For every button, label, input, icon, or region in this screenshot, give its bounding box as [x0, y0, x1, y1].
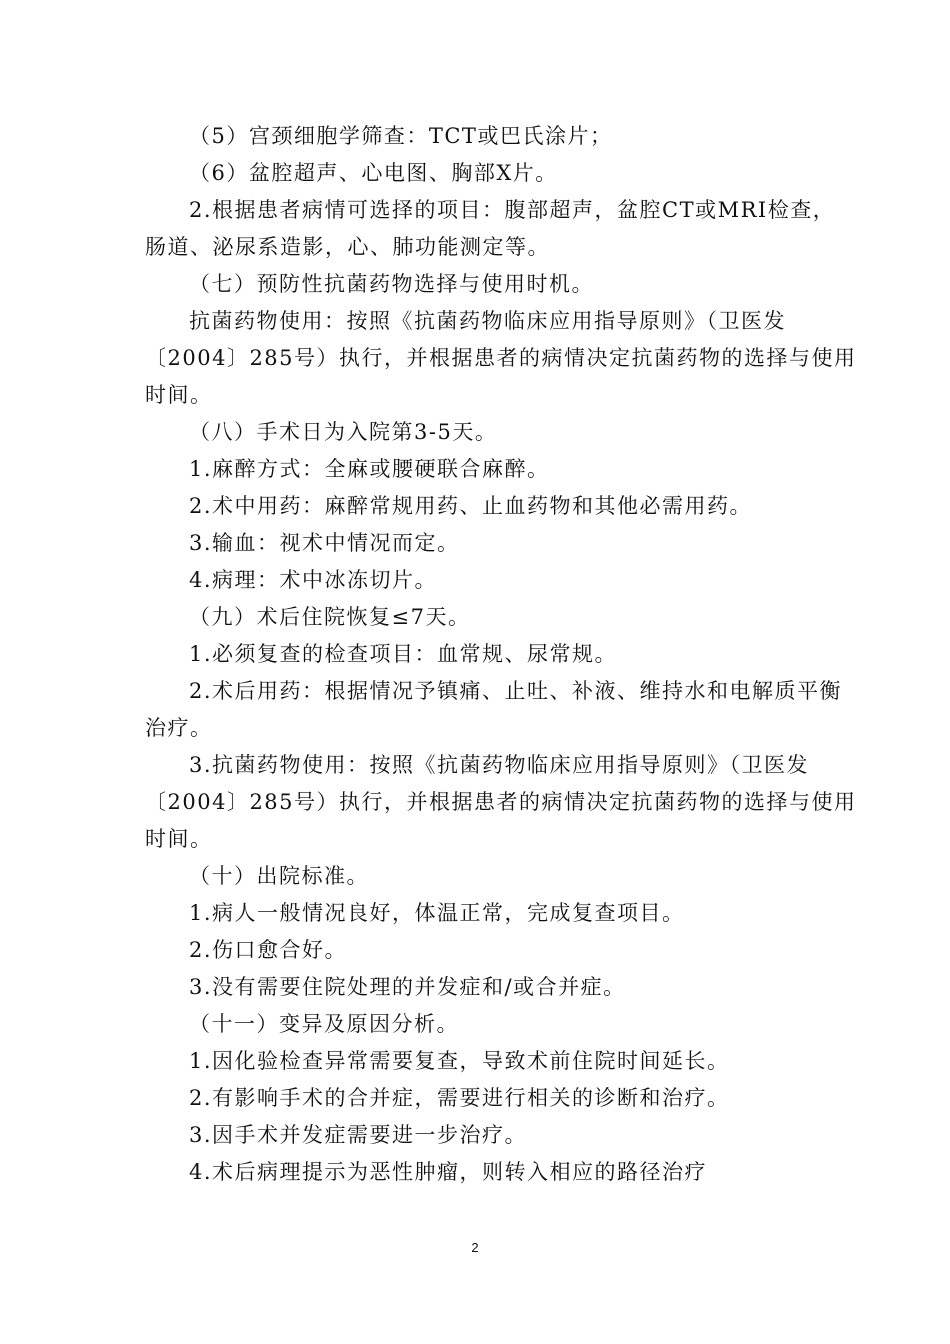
text-line: 3.没有需要住院处理的并发症和/或合并症。: [189, 975, 626, 999]
text-line: 1.病人一般情况良好，体温正常，完成复查项目。: [189, 901, 685, 925]
section-heading: （七）预防性抗菌药物选择与使用时机。: [189, 272, 594, 296]
text-line: 4.术后病理提示为恶性肿瘤，则转入相应的路径治疗: [189, 1160, 708, 1184]
text-line: 1.麻醉方式：全麻或腰硬联合麻醉。: [189, 457, 550, 481]
text-line: （5）宫颈细胞学筛查：TCT或巴氏涂片；: [189, 124, 613, 148]
text-line: 3.因手术并发症需要进一步治疗。: [189, 1123, 528, 1147]
text-line: （6）盆腔超声、心电图、胸部X片。: [189, 161, 558, 185]
text-line: 肠道、泌尿系造影，心、肺功能测定等。: [145, 235, 550, 259]
text-line: 3.抗菌药物使用：按照《抗菌药物临床应用指导原则》（卫医发: [189, 753, 810, 777]
section-heading: （十）出院标准。: [189, 864, 369, 888]
text-line: 〔2004〕285号）执行，并根据患者的病情决定抗菌药物的选择与使用: [145, 790, 857, 814]
section-heading: （十一）变异及原因分析。: [189, 1012, 459, 1036]
text-line: 3.输血：视术中情况而定。: [189, 531, 460, 555]
text-line: 2.术中用药：麻醉常规用药、止血药物和其他必需用药。: [189, 494, 753, 518]
text-line: 1.必须复查的检查项目：血常规、尿常规。: [189, 642, 618, 666]
text-line: 2.根据患者病情可选择的项目：腹部超声，盆腔CT或MRI检查，: [189, 198, 836, 222]
text-line: 时间。: [145, 383, 213, 407]
text-line: 2.术后用药：根据情况予镇痛、止吐、补液、维持水和电解质平衡: [189, 679, 843, 703]
page-number: 2: [471, 1240, 479, 1255]
text-line: 4.病理：术中冰冻切片。: [189, 568, 438, 592]
text-line: 时间。: [145, 827, 213, 851]
section-heading: （八）手术日为入院第3-5天。: [189, 420, 498, 444]
text-line: 1.因化验检查异常需要复查，导致术前住院时间延长。: [189, 1049, 730, 1073]
text-line: 2.伤口愈合好。: [189, 938, 348, 962]
text-line: 治疗。: [145, 716, 213, 740]
text-line: 〔2004〕285号）执行，并根据患者的病情决定抗菌药物的选择与使用: [145, 346, 857, 370]
text-line: 抗菌药物使用：按照《抗菌药物临床应用指导原则》（卫医发: [189, 309, 786, 333]
text-line: 2.有影响手术的合并症，需要进行相关的诊断和治疗。: [189, 1086, 730, 1110]
section-heading: （九）术后住院恢复≤7天。: [189, 605, 471, 629]
